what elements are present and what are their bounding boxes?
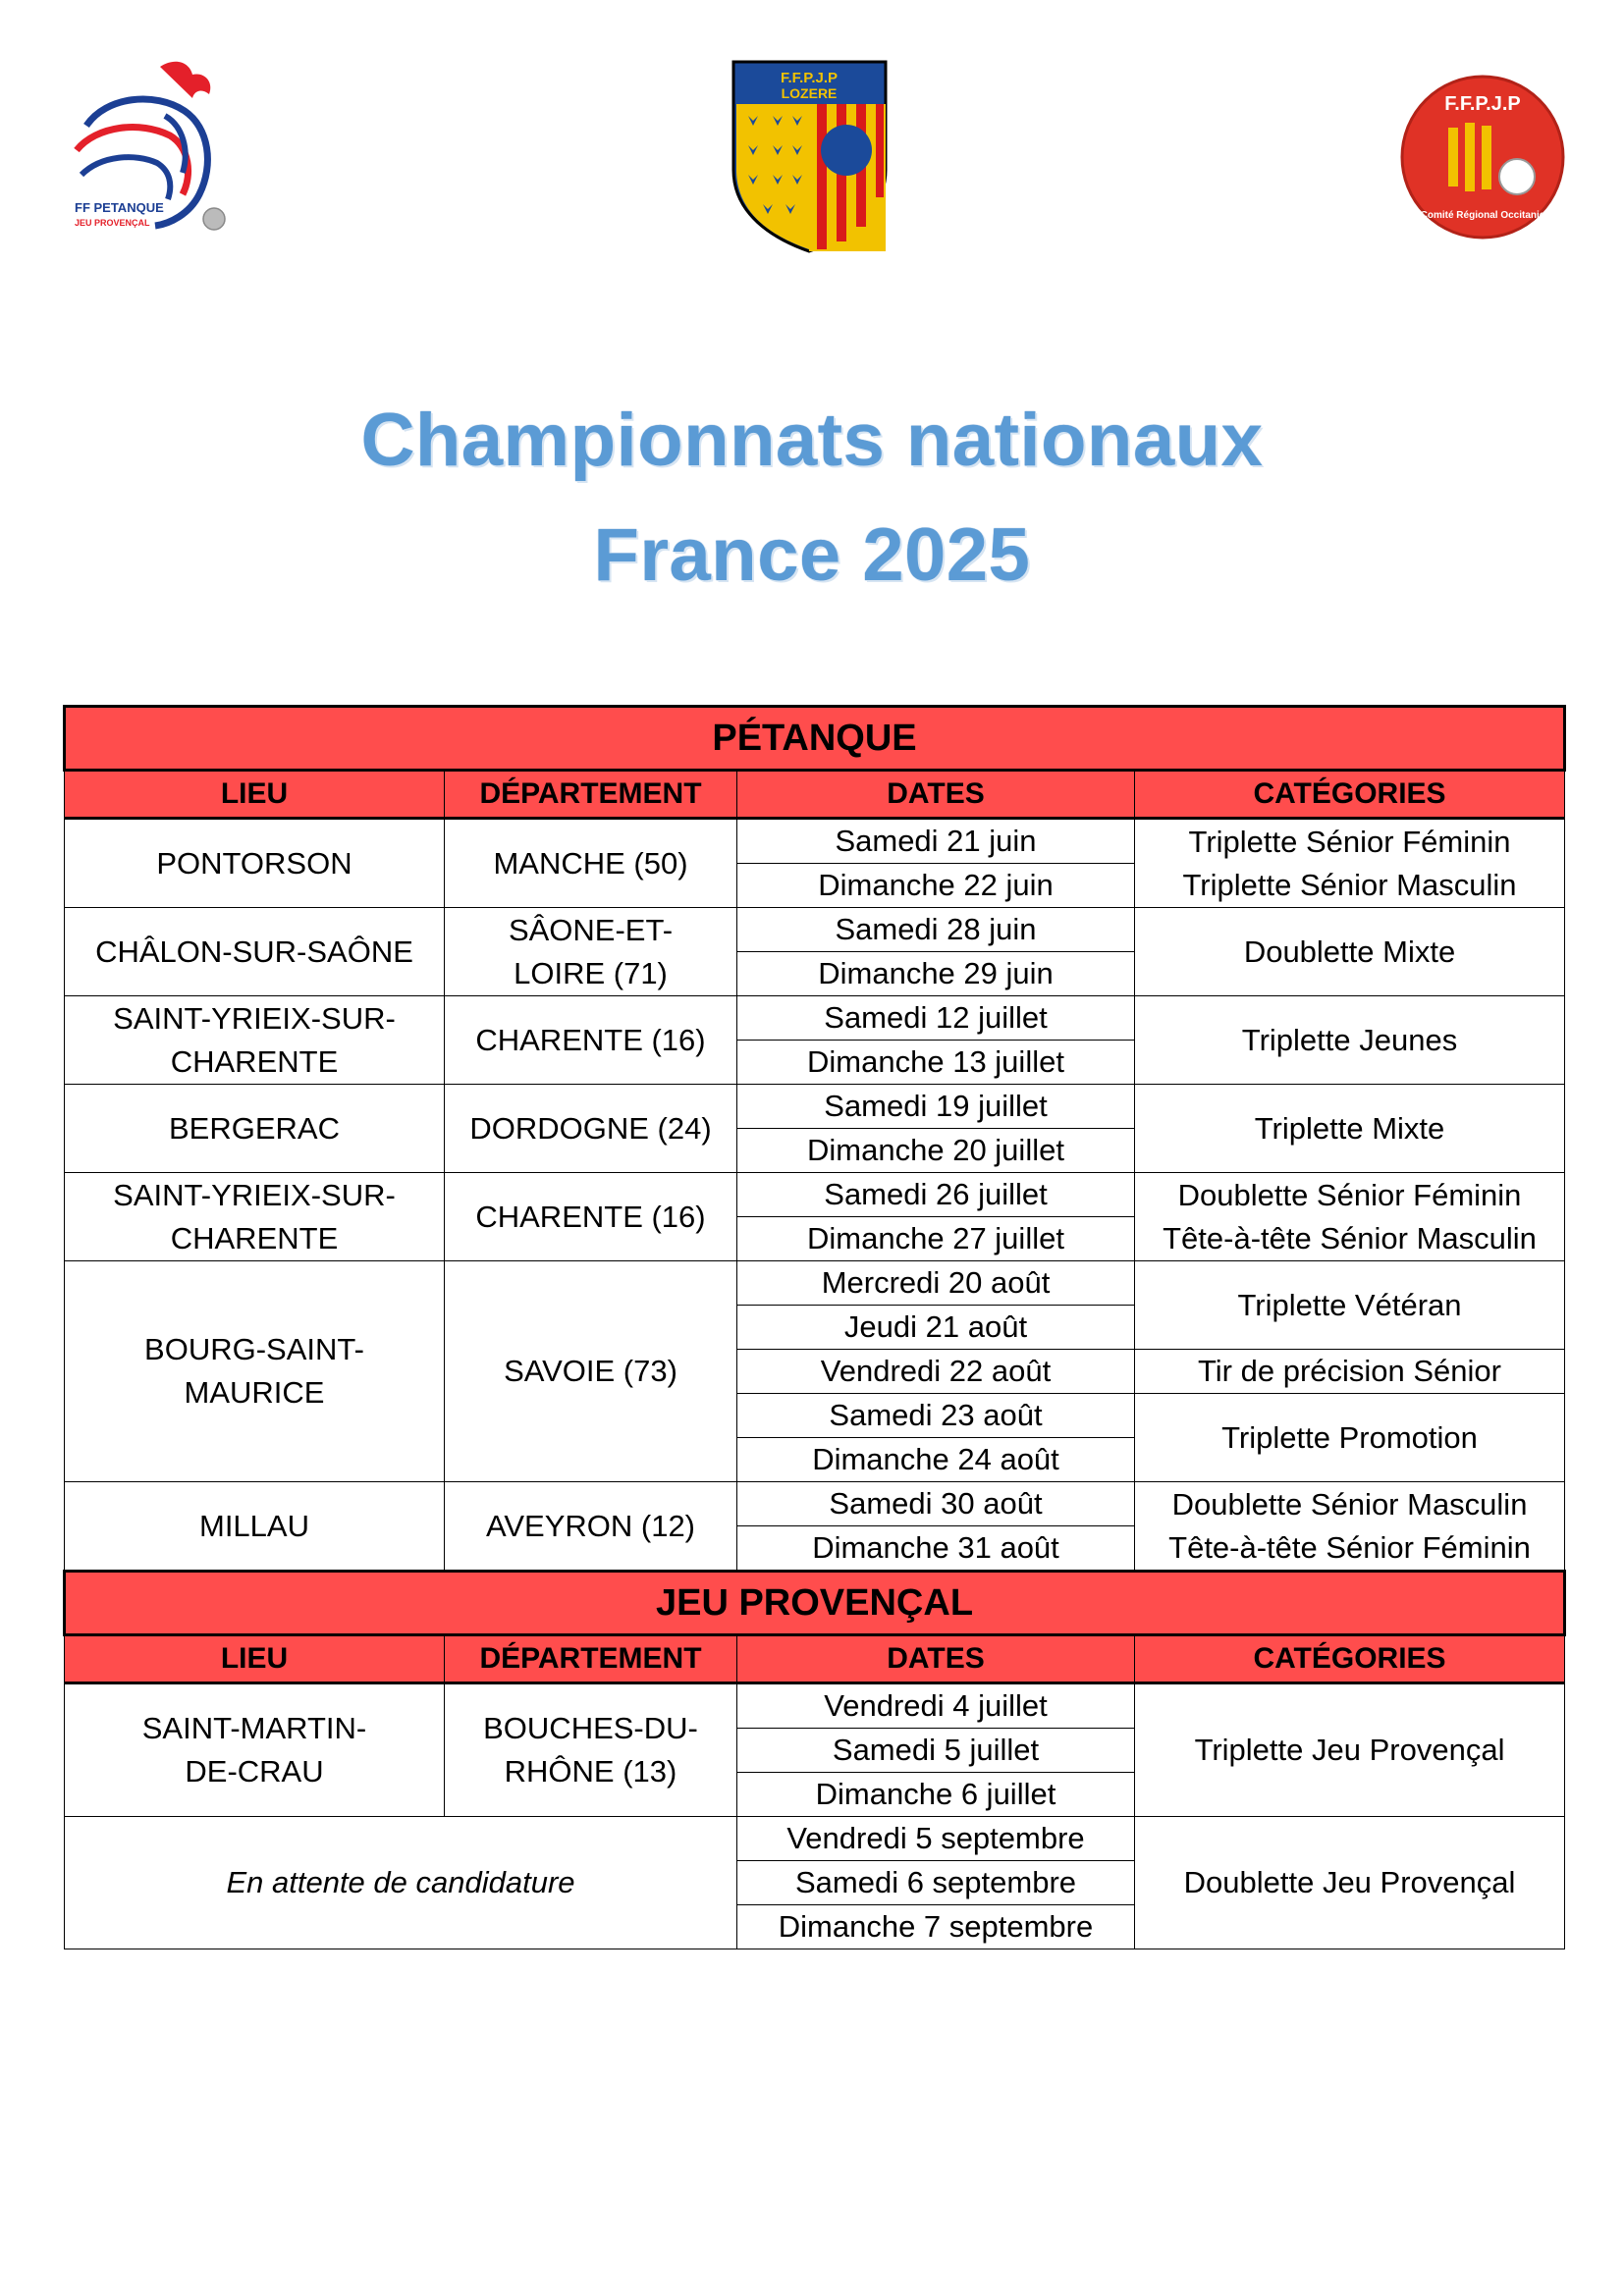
column-header-row: [65, 1635, 1565, 1683]
category-cell: Doublette Jeu Provençal: [1135, 1817, 1565, 1949]
departement-cell: SAVOIE (73): [445, 1261, 737, 1482]
category-cell: Doublette Sénior Féminin Tête-à-tête Sénior Masculin: [1135, 1173, 1565, 1261]
table-row: [65, 1817, 1565, 1861]
category-cell: Triplette Vétéran: [1135, 1261, 1565, 1350]
category-cell: Triplette Mixte: [1135, 1085, 1565, 1173]
date-cell: Samedi 6 septembre: [737, 1861, 1135, 1905]
table-row: [65, 1085, 1565, 1129]
lieu-cell: MILLAU: [65, 1482, 445, 1572]
logo-right-line1: F.F.P.J.P: [1444, 93, 1521, 115]
date-cell: Jeudi 21 août: [737, 1306, 1135, 1350]
lieu-cell: SAINT-YRIEIX-SUR- CHARENTE: [65, 996, 445, 1085]
column-header-row: [65, 771, 1565, 819]
section-header: [65, 707, 1565, 771]
date-cell: Mercredi 20 août: [737, 1261, 1135, 1306]
date-cell: Dimanche 27 juillet: [737, 1217, 1135, 1261]
table-row: [65, 819, 1565, 864]
category-cell: Doublette Sénior Masculin Tête-à-tête Sénior Féminin: [1135, 1482, 1565, 1572]
table-row: [65, 908, 1565, 952]
date-cell: Samedi 19 juillet: [737, 1085, 1135, 1129]
logo-left-line2: JEU PROVENÇAL: [75, 218, 150, 228]
category-cell: Doublette Mixte: [1135, 908, 1565, 996]
header-categories: CATÉGORIES: [1135, 1635, 1565, 1683]
header-departement: DÉPARTEMENT: [445, 1635, 737, 1683]
departement-cell: MANCHE (50): [445, 819, 737, 908]
ffpjp-occitanie-logo: [1394, 69, 1571, 245]
lozere-shield-logo: [729, 57, 891, 253]
category-cell: Tir de précision Sénior: [1135, 1350, 1565, 1394]
table-row: [65, 1173, 1565, 1217]
date-cell: Dimanche 20 juillet: [737, 1129, 1135, 1173]
date-cell: Samedi 28 juin: [737, 908, 1135, 952]
date-cell: Dimanche 13 juillet: [737, 1041, 1135, 1085]
category-cell: Triplette Promotion: [1135, 1394, 1565, 1482]
date-cell: Samedi 23 août: [737, 1394, 1135, 1438]
departement-cell: SÂONE-ET- LOIRE (71): [445, 908, 737, 996]
pending-note: En attente de candidature: [65, 1817, 737, 1949]
header-categories: CATÉGORIES: [1135, 771, 1565, 819]
date-cell: Dimanche 22 juin: [737, 864, 1135, 908]
table-row: [65, 1261, 1565, 1306]
date-cell: Vendredi 5 septembre: [737, 1817, 1135, 1861]
category-cell: Triplette Jeunes: [1135, 996, 1565, 1085]
header-lieu: LIEU: [65, 771, 445, 819]
date-cell: Dimanche 6 juillet: [737, 1773, 1135, 1817]
lieu-cell: CHÂLON-SUR-SAÔNE: [65, 908, 445, 996]
lieu-cell: SAINT-YRIEIX-SUR- CHARENTE: [65, 1173, 445, 1261]
date-cell: Samedi 30 août: [737, 1482, 1135, 1526]
logo-center-line2: LOZERE: [781, 85, 838, 101]
logo-right-line2: Comité Régional Occitanie: [1420, 210, 1545, 221]
date-cell: Samedi 5 juillet: [737, 1729, 1135, 1773]
header-departement: DÉPARTEMENT: [445, 771, 737, 819]
date-cell: Dimanche 7 septembre: [737, 1905, 1135, 1949]
championships-table: [63, 705, 1566, 1949]
lieu-cell: PONTORSON: [65, 819, 445, 908]
date-cell: Vendredi 4 juillet: [737, 1683, 1135, 1729]
ff-petanque-logo: [67, 57, 234, 243]
header-dates: DATES: [737, 771, 1135, 819]
date-cell: Dimanche 29 juin: [737, 952, 1135, 996]
section-title: JEU PROVENÇAL: [65, 1572, 1565, 1635]
departement-cell: DORDOGNE (24): [445, 1085, 737, 1173]
departement-cell: AVEYRON (12): [445, 1482, 737, 1572]
date-cell: Dimanche 31 août: [737, 1526, 1135, 1572]
departement-cell: BOUCHES-DU- RHÔNE (13): [445, 1683, 737, 1817]
header-lieu: LIEU: [65, 1635, 445, 1683]
page-title-line1: Championnats nationaux: [360, 399, 1264, 482]
date-cell: Vendredi 22 août: [737, 1350, 1135, 1394]
logo-left-line1: FF PETANQUE: [75, 200, 164, 215]
departement-cell: CHARENTE (16): [445, 1173, 737, 1261]
category-cell: Triplette Jeu Provençal: [1135, 1683, 1565, 1817]
date-cell: Samedi 21 juin: [737, 819, 1135, 864]
lieu-cell: SAINT-MARTIN- DE-CRAU: [65, 1683, 445, 1817]
date-cell: Dimanche 24 août: [737, 1438, 1135, 1482]
departement-cell: CHARENTE (16): [445, 996, 737, 1085]
lieu-cell: BOURG-SAINT- MAURICE: [65, 1261, 445, 1482]
section-header: [65, 1572, 1565, 1635]
table-row: [65, 1683, 1565, 1729]
header-dates: DATES: [737, 1635, 1135, 1683]
date-cell: Samedi 12 juillet: [737, 996, 1135, 1041]
category-cell: Triplette Sénior Féminin Triplette Sénior Masculin: [1135, 819, 1565, 908]
table-row: [65, 996, 1565, 1041]
page-title-line2: France 2025: [593, 513, 1031, 597]
date-cell: Samedi 26 juillet: [737, 1173, 1135, 1217]
logo-center-line1: F.F.P.J.P: [780, 70, 839, 86]
table-row: [65, 1482, 1565, 1526]
lieu-cell: BERGERAC: [65, 1085, 445, 1173]
section-title: PÉTANQUE: [65, 707, 1565, 771]
